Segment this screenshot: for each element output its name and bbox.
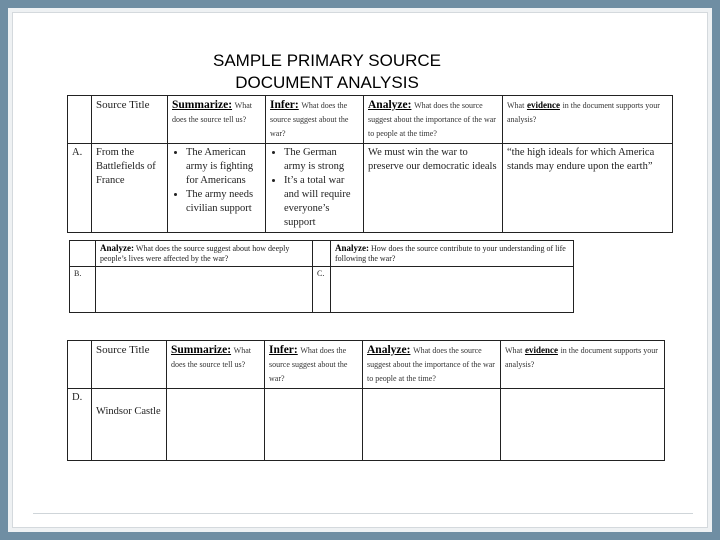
row-d-source-title: Windsor Castle bbox=[92, 389, 167, 461]
table3-row-d bbox=[68, 389, 665, 461]
table1-header-analyze bbox=[364, 96, 503, 144]
slide-title bbox=[160, 50, 494, 94]
evidence-word: evidence bbox=[526, 100, 560, 110]
table2-header-letter-c bbox=[313, 241, 331, 267]
source-title-label: Source Title bbox=[96, 344, 150, 356]
slide-title-line2: DOCUMENT ANALYSIS bbox=[235, 73, 419, 92]
infer-label: Infer: bbox=[269, 344, 298, 356]
evidence-question-post: in the document supports your analysis? bbox=[505, 346, 658, 369]
row-a-summarize-bullet: • The army needs civilian support bbox=[186, 188, 261, 216]
analyze-question: What does the source suggest about the importance of the war to people at the time? bbox=[368, 101, 496, 138]
row-a-analyze: We must win the war to preserve our democratic ideals bbox=[364, 144, 503, 233]
slide-inner-rule bbox=[33, 513, 693, 514]
analyze-b-question: What does the source suggest about how deeply people’s lives were affected by the war? bbox=[100, 244, 290, 263]
row-a-summarize-bullet: • The American army is fighting for Americans bbox=[186, 146, 261, 188]
analyze-question: What does the source suggest about the importance of the war to people at the time? bbox=[367, 346, 495, 383]
slide-title-line1: SAMPLE PRIMARY SOURCE bbox=[213, 51, 441, 70]
analyze-label: Analyze: bbox=[367, 344, 411, 356]
source-title-label: Source Title bbox=[96, 99, 150, 111]
row-c-answer bbox=[331, 267, 574, 313]
row-d-evidence bbox=[501, 389, 665, 461]
analyze-label: Analyze: bbox=[368, 99, 412, 111]
analyze-c-label: Analyze: bbox=[335, 243, 369, 253]
table2-header-analyze-b bbox=[96, 241, 313, 267]
summarize-question: What does the source tell us? bbox=[171, 346, 251, 369]
row-b-answer bbox=[96, 267, 313, 313]
table3-header-summarize bbox=[167, 341, 265, 389]
table3-header-row bbox=[68, 341, 665, 389]
row-c-letter: C. bbox=[313, 267, 331, 313]
analysis-table-3 bbox=[67, 340, 665, 461]
table1-header-row bbox=[68, 96, 673, 144]
table1-header-source-title bbox=[92, 96, 168, 144]
summarize-label: Summarize: bbox=[172, 99, 233, 111]
row-a-infer-bullet: • The German army is strong bbox=[284, 146, 359, 174]
table3-header-source-title bbox=[92, 341, 167, 389]
infer-label: Infer: bbox=[270, 99, 299, 111]
row-a-letter: A. bbox=[68, 144, 92, 233]
row-a-evidence: “the high ideals for which America stands may endure upon the earth” bbox=[503, 144, 673, 233]
table2-row bbox=[70, 267, 574, 313]
row-a-source-title: From the Battlefields of France bbox=[92, 144, 168, 233]
table3-header-analyze bbox=[363, 341, 501, 389]
row-a-infer bbox=[266, 144, 364, 233]
analyze-b-label: Analyze: bbox=[100, 243, 134, 253]
row-d-analyze bbox=[363, 389, 501, 461]
table1-header-evidence bbox=[503, 96, 673, 144]
table2-header-row bbox=[70, 241, 574, 267]
table1-header-letter bbox=[68, 96, 92, 144]
row-d-letter: D. bbox=[68, 389, 92, 461]
row-a-summarize bbox=[168, 144, 266, 233]
evidence-question-post: in the document supports your analysis? bbox=[507, 101, 660, 124]
worksheet bbox=[67, 95, 672, 468]
table1-header-summarize bbox=[168, 96, 266, 144]
row-d-summarize bbox=[167, 389, 265, 461]
row-b-letter: B. bbox=[70, 267, 96, 313]
evidence-question-pre: What bbox=[505, 346, 523, 355]
table2-header-letter-b bbox=[70, 241, 96, 267]
row-a-infer-bullet: • It’s a total war and will require everyone’s support bbox=[284, 174, 359, 230]
table2-header-analyze-c bbox=[331, 241, 574, 267]
table1-header-infer bbox=[266, 96, 364, 144]
summarize-question: What does the source tell us? bbox=[172, 101, 252, 124]
table3-header-infer bbox=[265, 341, 363, 389]
table1-row-a bbox=[68, 144, 673, 233]
row-d-infer bbox=[265, 389, 363, 461]
evidence-word: evidence bbox=[524, 345, 558, 355]
analysis-table-2 bbox=[69, 240, 574, 313]
infer-question: What does the source suggest about the war? bbox=[270, 101, 349, 138]
infer-question: What does the source suggest about the war? bbox=[269, 346, 348, 383]
analyze-c-question: How does the source contribute to your understanding of life following the war? bbox=[335, 244, 566, 263]
table3-header-letter bbox=[68, 341, 92, 389]
analysis-table-1 bbox=[67, 95, 673, 233]
evidence-question-pre: What bbox=[507, 101, 525, 110]
summarize-label: Summarize: bbox=[171, 344, 232, 356]
table3-header-evidence bbox=[501, 341, 665, 389]
